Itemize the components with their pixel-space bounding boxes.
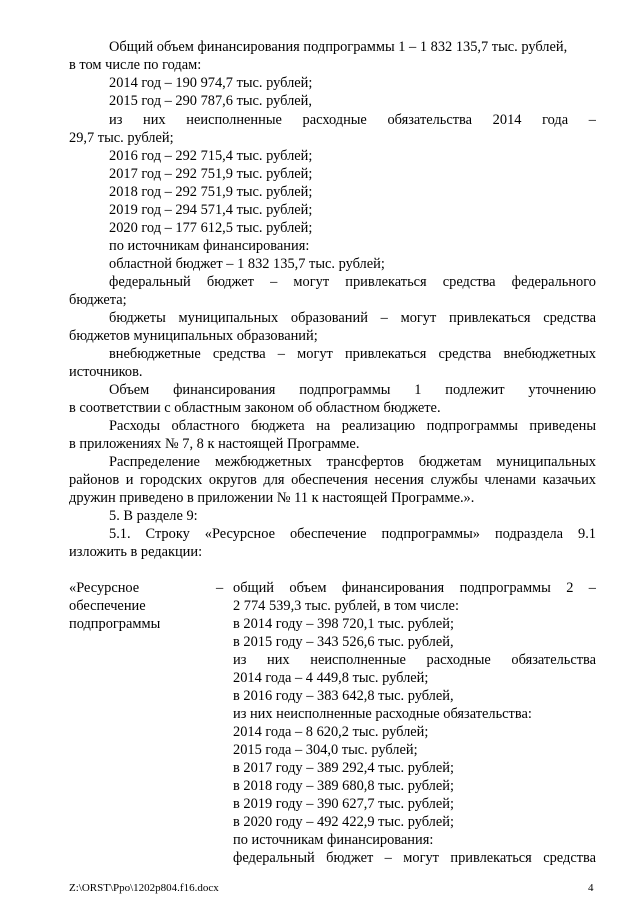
body-line: областной бюджет – 1 832 135,7 тыс. рублей; — [109, 256, 385, 272]
body-line: 2018 год – 292 751,9 тыс. рублей; — [109, 184, 313, 200]
body-line: 2016 год – 292 715,4 тыс. рублей; — [109, 148, 313, 164]
table-value-line: общий объем финансирования подпрограммы 2 – — [233, 580, 596, 596]
body-line: в том числе по годам: — [69, 57, 202, 73]
body-line: бюджета; — [69, 292, 127, 308]
table-value-line: в 2019 году – 390 627,7 тыс. рублей; — [233, 796, 454, 812]
table-value-line: 2014 года – 4 449,8 тыс. рублей; — [233, 670, 429, 686]
table-label: подпрограммы — [69, 616, 161, 632]
body-line: 2015 год – 290 787,6 тыс. рублей, — [109, 93, 312, 109]
body-line: бюджетов муниципальных образований; — [69, 328, 318, 344]
body-line: Распределение межбюджетных трансфертов бюджетам муниципальных — [109, 454, 596, 470]
body-line: Объем финансирования подпрограммы 1 подлежит уточнению — [109, 382, 596, 398]
body-line: из них неисполненные расходные обязательства 2014 года – — [109, 112, 596, 128]
table-value-line: 2015 года – 304,0 тыс. рублей; — [233, 742, 418, 758]
body-line: 2017 год – 292 751,9 тыс. рублей; — [109, 166, 313, 182]
body-line: районов и городских округов для обеспечения несения службы членами казачьих — [69, 472, 596, 488]
body-line: 29,7 тыс. рублей; — [69, 130, 174, 146]
body-line: федеральный бюджет – могут привлекаться средства федерального — [109, 274, 596, 290]
body-line: Расходы областного бюджета на реализацию подпрограммы приведены — [109, 418, 596, 434]
table-value-line: по источникам финансирования: — [233, 832, 434, 848]
body-line: по источникам финансирования: — [109, 238, 310, 254]
table-value-line: в 2018 году – 389 680,8 тыс. рублей; — [233, 778, 454, 794]
body-line: источников. — [69, 364, 143, 380]
table-value-line: из них неисполненные расходные обязательства — [233, 652, 596, 668]
body-line: Общий объем финансирования подпрограммы 1 – 1 832 135,7 тыс. рублей, — [109, 39, 568, 55]
page-number: 4 — [588, 882, 594, 894]
table-value-line: в 2016 году – 383 642,8 тыс. рублей, — [233, 688, 454, 704]
table-value-line: в 2014 году – 398 720,1 тыс. рублей; — [233, 616, 454, 632]
body-line: в приложениях № 7, 8 к настоящей Программе. — [69, 436, 360, 452]
table-value-line: 2 774 539,3 тыс. рублей, в том числе: — [233, 598, 459, 614]
table-label: обеспечение — [69, 598, 146, 614]
table-dash: – — [216, 580, 224, 596]
body-line: дружин приведено в приложении № 11 к настоящей Программе.». — [69, 490, 475, 506]
footer-file-path: Z:\ORST\Ppo\1202p804.f16.docx — [69, 882, 219, 894]
table-value-line: федеральный бюджет – могут привлекаться средства — [233, 850, 596, 866]
table-value-line: в 2020 году – 492 422,9 тыс. рублей; — [233, 814, 454, 830]
table-value-line: в 2015 году – 343 526,6 тыс. рублей, — [233, 634, 454, 650]
table-value-line: из них неисполненные расходные обязательства: — [233, 706, 532, 722]
body-line: 2020 год – 177 612,5 тыс. рублей; — [109, 220, 313, 236]
body-line: 2019 год – 294 571,4 тыс. рублей; — [109, 202, 313, 218]
table-value-line: 2014 года – 8 620,2 тыс. рублей; — [233, 724, 429, 740]
body-line: в соответствии с областным законом об областном бюджете. — [69, 400, 441, 416]
body-line: 2014 год – 190 974,7 тыс. рублей; — [109, 75, 313, 91]
table-value-line: в 2017 году – 389 292,4 тыс. рублей; — [233, 760, 454, 776]
body-line: внебюджетные средства – могут привлекаться средства внебюджетных — [109, 346, 596, 362]
table-label: «Ресурсное — [69, 580, 140, 596]
body-line: 5. В разделе 9: — [109, 508, 198, 524]
body-line: бюджеты муниципальных образований – могут привлекаться средства — [109, 310, 596, 326]
body-line: изложить в редакции: — [69, 544, 203, 560]
body-line: 5.1. Строку «Ресурсное обеспечение подпрограммы» подраздела 9.1 — [109, 526, 596, 542]
